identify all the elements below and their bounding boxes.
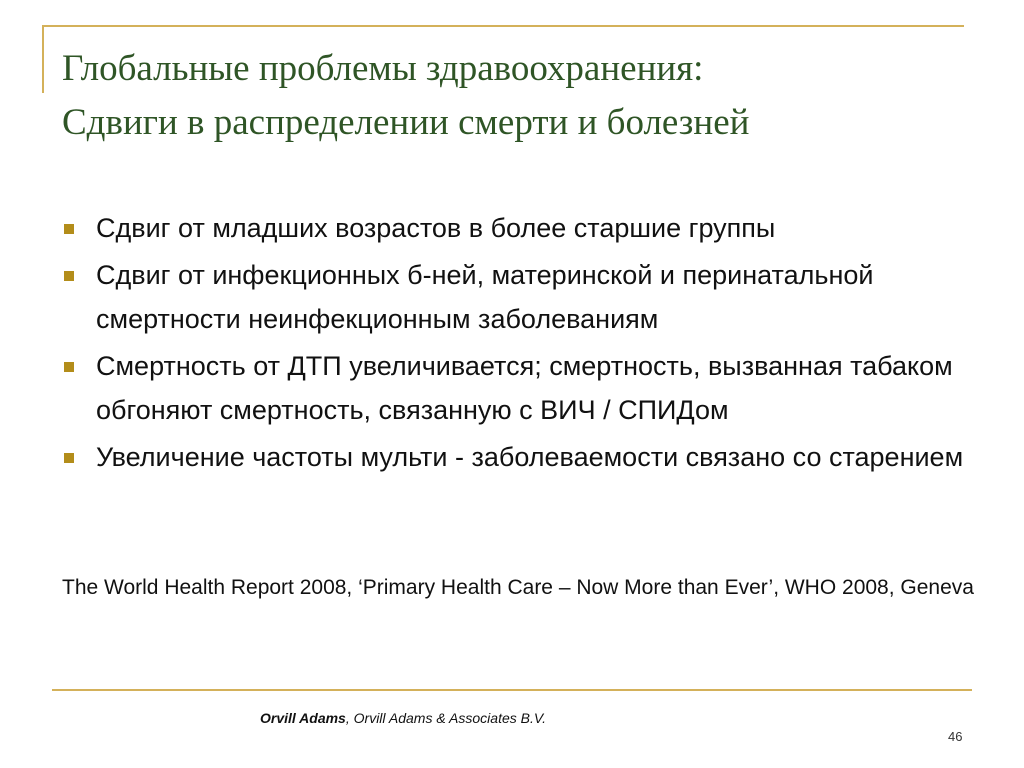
footer-credit [260,710,546,726]
slide-title-line-2: Сдвиги в распределении смерти и болезней [62,102,750,143]
bullet-item [62,206,972,250]
slide-title [62,42,749,150]
bullet-text: Сдвиг от младших возрастов в более старшие группы [96,213,776,243]
slide-title-line-1: Глобальные проблемы здравоохранения: [62,48,704,89]
footer-organization: , Orvill Adams & Associates B.V. [345,710,547,726]
bullet-item [62,435,972,479]
bullet-text: Смертность от ДТП увеличивается; смертность, вызванная табаком обгоняют смертность, связанную с ВИЧ / СПИДом [96,351,953,425]
square-bullet-icon [64,224,74,234]
bullet-item [62,253,972,341]
source-reference: The World Health Report 2008, ‘Primary Health Care – Now More than Ever’, WHO 2008, Geneva [62,576,974,599]
bottom-rule [52,689,972,691]
bullet-item [62,344,972,432]
square-bullet-icon [64,362,74,372]
bullet-text: Увеличение частоты мульти - заболеваемости связано со старением [96,442,964,472]
bullet-list [62,206,972,482]
left-rule [42,25,44,93]
square-bullet-icon [64,271,74,281]
top-rule [42,25,964,27]
page-number: 46 [948,729,963,744]
bullet-text: Сдвиг от инфекционных б-ней, материнской и перинатальной смертности неинфекционным заболеваниям [96,260,874,334]
square-bullet-icon [64,453,74,463]
footer-author: Orvill Adams [260,710,346,726]
